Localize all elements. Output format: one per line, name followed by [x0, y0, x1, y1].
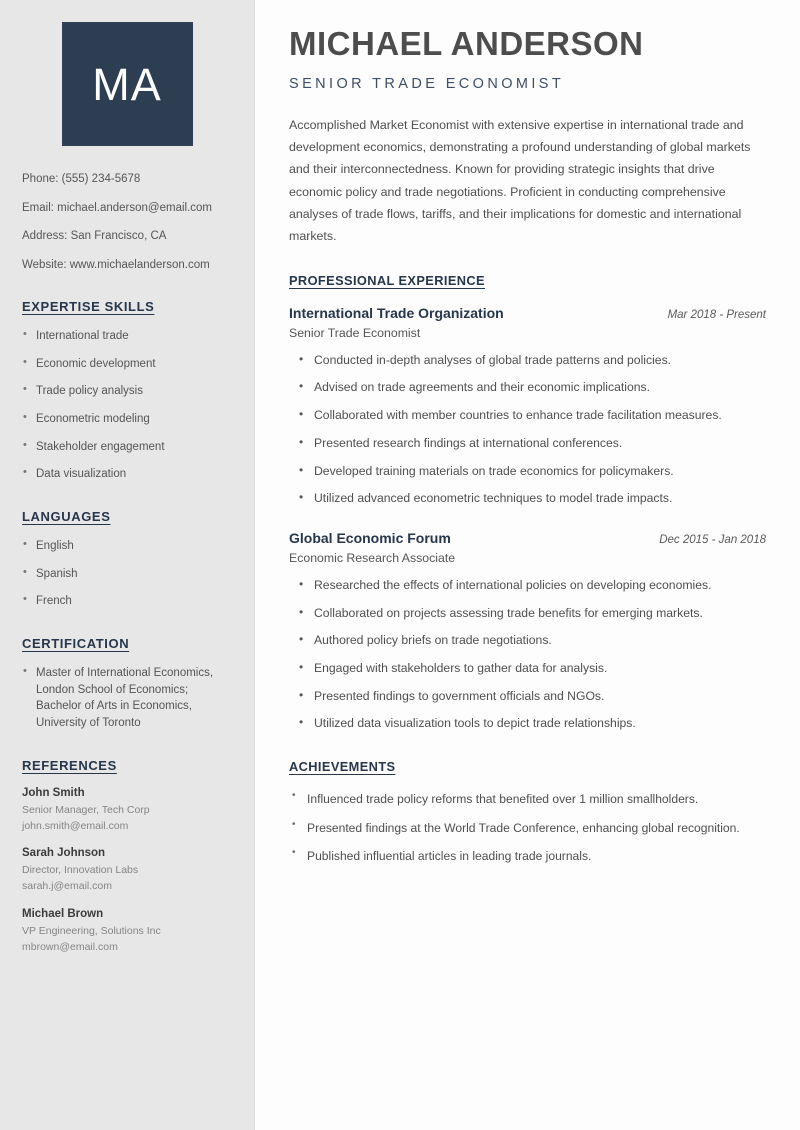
list-item: • Presented findings at the World Trade Conference, enhancing global recognition. [289, 820, 766, 838]
list-item: • Economic development [22, 356, 232, 373]
section-references [22, 758, 232, 956]
achievements-heading: ACHIEVEMENTS [289, 759, 396, 775]
reference-role: Director, Innovation Labs [22, 864, 139, 877]
experience-role: Senior Trade Economist [289, 325, 421, 340]
experience-dates: Dec 2015 - Jan 2018 [659, 533, 766, 546]
reference-role: VP Engineering, Solutions Inc [22, 924, 161, 937]
contact-phone: Phone: (555) 234-5678 [22, 173, 141, 185]
list-item [22, 847, 232, 895]
references-heading: REFERENCES [22, 757, 117, 773]
job-title-subheading: SENIOR TRADE ECONOMIST [289, 76, 565, 93]
list-item: • Conducted in-depth analyses of global trade patterns and policies. [289, 352, 766, 370]
expertise-skills-heading: EXPERTISE SKILLS [22, 299, 155, 315]
list-item: • Advised on trade agreements and their economic implications. [289, 379, 766, 397]
list-item: • Collaborated with member countries to enhance trade facilitation measures. [289, 407, 766, 425]
list-item: • Collaborated on projects assessing trade benefits for emerging markets. [289, 605, 766, 623]
reference-email: mbrown@email.com [22, 940, 118, 953]
list-item: • International trade [22, 328, 232, 345]
reference-name: Michael Brown [22, 907, 104, 920]
experience-company: Global Economic Forum [289, 529, 451, 546]
list-item: • Developed training materials on trade economics for policymakers. [289, 463, 766, 481]
list-item: • Trade policy analysis [22, 383, 232, 400]
reference-email: john.smith@email.com [22, 819, 129, 832]
contact-email: Email: michael.anderson@email.com [22, 201, 212, 214]
section-certification [22, 636, 232, 732]
experience-company: International Trade Organization [289, 304, 504, 321]
list-item: • Spanish [22, 566, 232, 583]
section-expertise-skills [22, 299, 232, 483]
avatar [62, 22, 193, 146]
experience-header-row [289, 305, 766, 321]
list-item: • Presented findings to government officials and NGOs. [289, 688, 766, 706]
experience-entry [289, 530, 766, 733]
list-item: • Master of International Economics, London School of Economics; Bachelor of Arts in Economics, University of Toronto [22, 665, 232, 732]
reference-name: Sarah Johnson [22, 847, 106, 860]
section-achievements [289, 759, 766, 866]
list-item: • Influenced trade policy reforms that benefited over 1 million smallholders. [289, 791, 766, 809]
section-languages [22, 509, 232, 610]
main-content [255, 0, 800, 1130]
list-item: • French [22, 593, 232, 610]
list-item [22, 908, 232, 956]
list-item: • Econometric modeling [22, 411, 232, 428]
list-item: • Stakeholder engagement [22, 439, 232, 456]
experience-role: Economic Research Associate [289, 550, 456, 565]
expertise-skills-list [22, 328, 232, 483]
avatar-initials: MA [92, 58, 162, 110]
list-item: • Data visualization [22, 466, 232, 483]
page-title: MICHAEL ANDERSON [289, 25, 644, 62]
professional-experience-heading: PROFESSIONAL EXPERIENCE [289, 272, 485, 288]
reference-email: sarah.j@email.com [22, 880, 113, 893]
reference-name: John Smith [22, 786, 85, 799]
section-professional-experience [289, 273, 766, 733]
achievements-list [289, 791, 766, 866]
list-item: • Presented research findings at international conferences. [289, 435, 766, 453]
list-item: • Engaged with stakeholders to gather data for analysis. [289, 660, 766, 678]
sidebar [0, 0, 255, 1130]
list-item: • Utilized data visualization tools to depict trade relationships. [289, 715, 766, 733]
experience-entry [289, 305, 766, 508]
languages-list [22, 538, 232, 610]
languages-heading: LANGUAGES [22, 509, 111, 525]
list-item: • Utilized advanced econometric techniques to model trade impacts. [289, 490, 766, 508]
list-item [22, 787, 232, 835]
contact-address: Address: San Francisco, CA [22, 230, 167, 243]
list-item: • English [22, 538, 232, 555]
certification-list [22, 665, 232, 732]
list-item: • Published influential articles in leading trade journals. [289, 848, 766, 866]
reference-role: Senior Manager, Tech Corp [22, 803, 150, 816]
list-item: • Researched the effects of international policies on developing economies. [289, 577, 766, 595]
experience-dates: Mar 2018 - Present [667, 308, 766, 321]
professional-summary: Accomplished Market Economist with extensive expertise in international trade and development economics, demonstrating a profound understanding of global markets and their interconnectedness. Known for providing strategic insights that drive economic policy and trade negotiations. Proficient in conducting comprehensive analyses of trade flows, tariffs, and their implications for domestic and international markets. [289, 118, 751, 243]
contact-website: Website: www.michaelanderson.com [22, 258, 210, 271]
certification-heading: CERTIFICATION [22, 636, 130, 652]
experience-header-row [289, 530, 766, 546]
contact-block [22, 172, 232, 273]
experience-bullet-list [289, 352, 766, 508]
experience-bullet-list [289, 577, 766, 733]
list-item: • Authored policy briefs on trade negotiations. [289, 632, 766, 650]
